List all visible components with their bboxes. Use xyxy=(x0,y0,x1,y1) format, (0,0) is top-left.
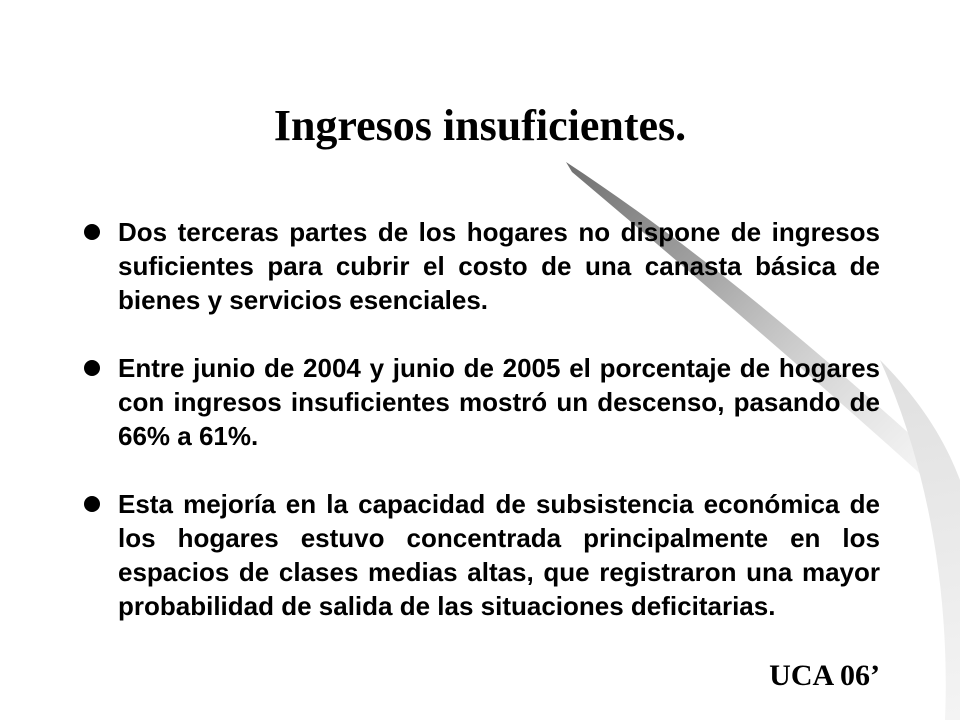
bullet-text: Dos terceras partes de los hogares no dispone de ingresos suficientes para cubrir el costo de una canasta básica de bienes y servicios esenciales. xyxy=(118,217,880,315)
bullet-dot-icon xyxy=(84,496,100,512)
bullet-item-1 xyxy=(80,215,880,317)
bullet-list xyxy=(80,215,880,623)
bullet-item-3 xyxy=(80,487,880,623)
swoosh-fill xyxy=(880,360,960,720)
slide-title: Ingresos insuficientes. xyxy=(273,101,687,150)
bullet-item-2 xyxy=(80,351,880,453)
bullet-text: Entre junio de 2004 y junio de 2005 el porcentaje de hogares con ingresos insuficientes mostró un descenso, pasando de 66% a 61%. xyxy=(118,353,880,451)
bullet-dot-icon xyxy=(84,224,100,240)
footer-label: UCA 06’ xyxy=(769,659,880,692)
bullet-text: Esta mejoría en la capacidad de subsistencia económica de los hogares estuvo concentrada principalmente en los espacios de clases medias altas, que registraron una mayor probabilidad de salida de las situaciones deficitarias. xyxy=(118,489,880,621)
bullet-dot-icon xyxy=(84,360,100,376)
